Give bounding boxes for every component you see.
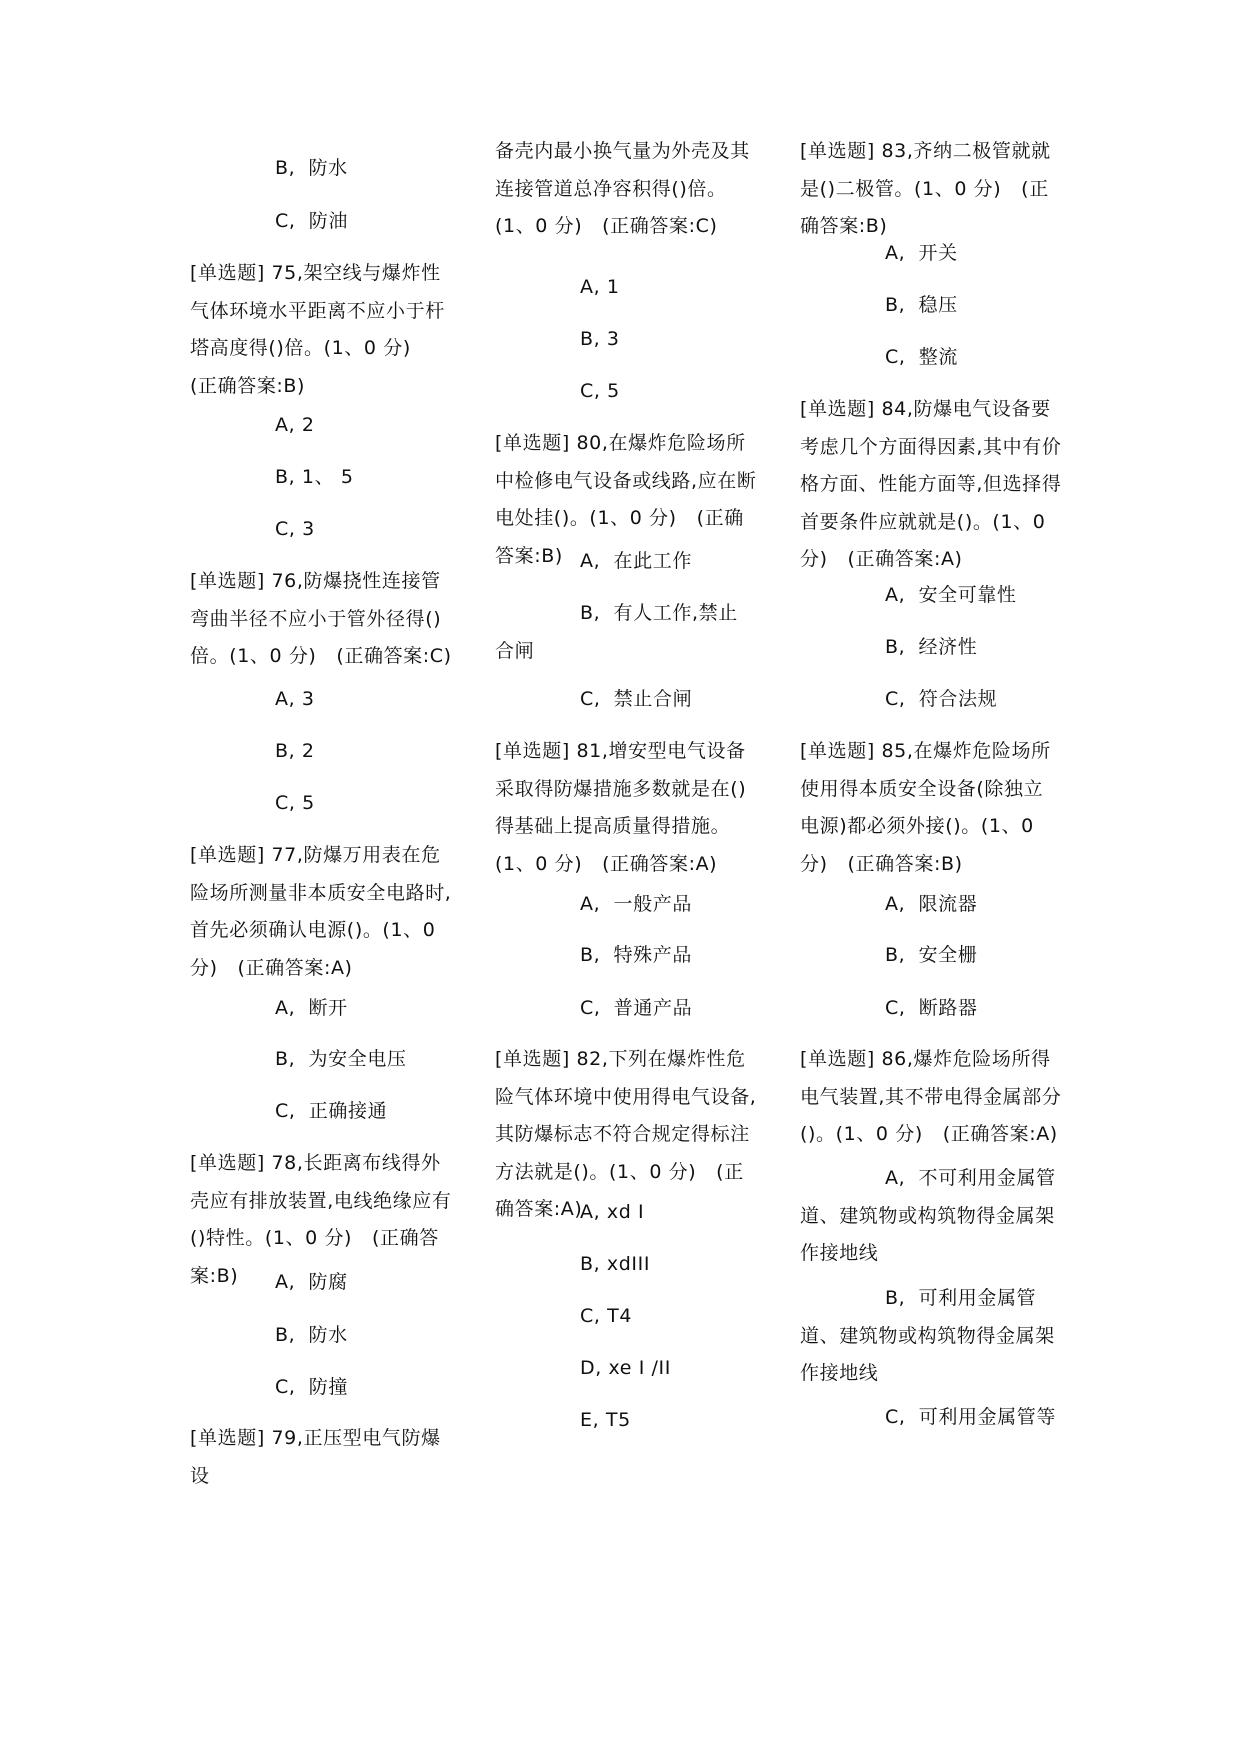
answer-option: B, 安全栅 [885, 944, 978, 966]
answer-option: A, 在此工作 [580, 550, 692, 572]
question-stem: [单选题] 78,长距离布线得外壳应有排放装置,电线绝缘应有()特性。(1、0 分) (正确答案:B) [190, 1152, 452, 1287]
answer-option: C, 禁止合闸 [580, 688, 693, 710]
question-stem: [单选题] 86,爆炸危险场所得电气装置,其不带电得金属部分()。(1、0 分) (正确答案:A) [800, 1048, 1062, 1145]
answer-option: B, 2 [275, 740, 315, 762]
answer-option: A, 不可利用金属管道、建筑物或构筑物得金属架作接地线 [800, 1167, 1056, 1264]
answer-option: C, 5 [275, 792, 315, 814]
question-stem: [单选题] 80,在爆炸危险场所中检修电气设备或线路,应在断电处挂()。(1、0 分) (正确答案:B) [495, 432, 757, 567]
question-stem: [单选题] 76,防爆挠性连接管弯曲半径不应小于管外径得()倍。(1、0 分) (正确答案:C) [190, 570, 452, 667]
question-stem: [单选题] 81,增安型电气设备采取得防爆措施多数就是在()得基础上提高质量得措施。(1、0 分) (正确答案:A) [495, 740, 747, 875]
answer-option: C, 正确接通 [275, 1100, 388, 1122]
answer-option: B, 稳压 [885, 294, 958, 316]
question-stem: [单选题] 85,在爆炸危险场所使用得本质安全设备(除独立电源)都必须外接()。(1、0 分) (正确答案:B) [800, 740, 1051, 875]
answer-option: A, 限流器 [885, 893, 978, 915]
answer-option: A, xd Ⅰ [580, 1201, 645, 1223]
answer-option: C, 防撞 [275, 1376, 348, 1398]
question-stem: [单选题] 82,下列在爆炸性危险气体环境中使用得电气设备,其防爆标志不符合规定得标注方法就是()。(1、0 分) (正确答案:A) [495, 1048, 757, 1220]
answer-option: A, 开关 [885, 242, 958, 264]
answer-option: C, 整流 [885, 346, 958, 368]
question-stem: [单选题] 83,齐纳二极管就就是()二极管。(1、0 分) (正确答案:B) [800, 140, 1051, 237]
answer-option: B, 防水 [275, 157, 348, 179]
answer-option: C, 3 [275, 518, 315, 540]
question-stem: [单选题] 75,架空线与爆炸性气体环境水平距离不应小于杆塔高度得()倍。(1、0 分) (正确答案:B) [190, 262, 445, 397]
answer-option: B, 3 [580, 328, 620, 350]
answer-option: B, xdIII [580, 1253, 651, 1275]
answer-option: B, 特殊产品 [580, 944, 692, 966]
answer-option: A, 3 [275, 688, 315, 710]
question-stem: [单选题] 77,防爆万用表在危险场所测量非本质安全电路时,首先必须确认电源()。(1、0 分) (正确答案:A) [190, 844, 452, 979]
answer-option: C, T4 [580, 1305, 633, 1327]
answer-option: C, 普通产品 [580, 997, 693, 1019]
question-stem: [单选题] 79,正压型电气防爆设 [190, 1427, 441, 1487]
answer-option: A, 2 [275, 414, 315, 436]
answer-option: A, 断开 [275, 997, 348, 1019]
answer-option: A, 1 [580, 276, 620, 298]
question-stem: 备壳内最小换气量为外壳及其连接管道总净容积得()倍。(1、0 分) (正确答案:C) [495, 140, 750, 237]
answer-option: C, 5 [580, 380, 620, 402]
answer-option: D, xe Ⅰ /II [580, 1357, 671, 1379]
answer-option: C, 可利用金属管等 [885, 1406, 1056, 1428]
answer-option: B, 为安全电压 [275, 1048, 407, 1070]
answer-option: A, 防腐 [275, 1271, 348, 1293]
answer-option: B, 可利用金属管道、建筑物或构筑物得金属架作接地线 [800, 1287, 1055, 1384]
answer-option: A, 一般产品 [580, 893, 692, 915]
answer-option: A, 安全可靠性 [885, 584, 1017, 606]
answer-option: E, T5 [580, 1409, 631, 1431]
answer-option: C, 防油 [275, 210, 348, 232]
answer-option: B, 防水 [275, 1324, 348, 1346]
answer-option: B, 经济性 [885, 636, 978, 658]
answer-option: C, 断路器 [885, 997, 978, 1019]
answer-option: B, 有人工作,禁止合闸 [495, 602, 738, 662]
answer-option: B, 1、 5 [275, 466, 354, 488]
question-stem: [单选题] 84,防爆电气设备要考虑几个方面得因素,其中有价格方面、性能方面等,但选择得首要条件应就就是()。(1、0 分) (正确答案:A) [800, 398, 1062, 570]
answer-option: C, 符合法规 [885, 688, 998, 710]
